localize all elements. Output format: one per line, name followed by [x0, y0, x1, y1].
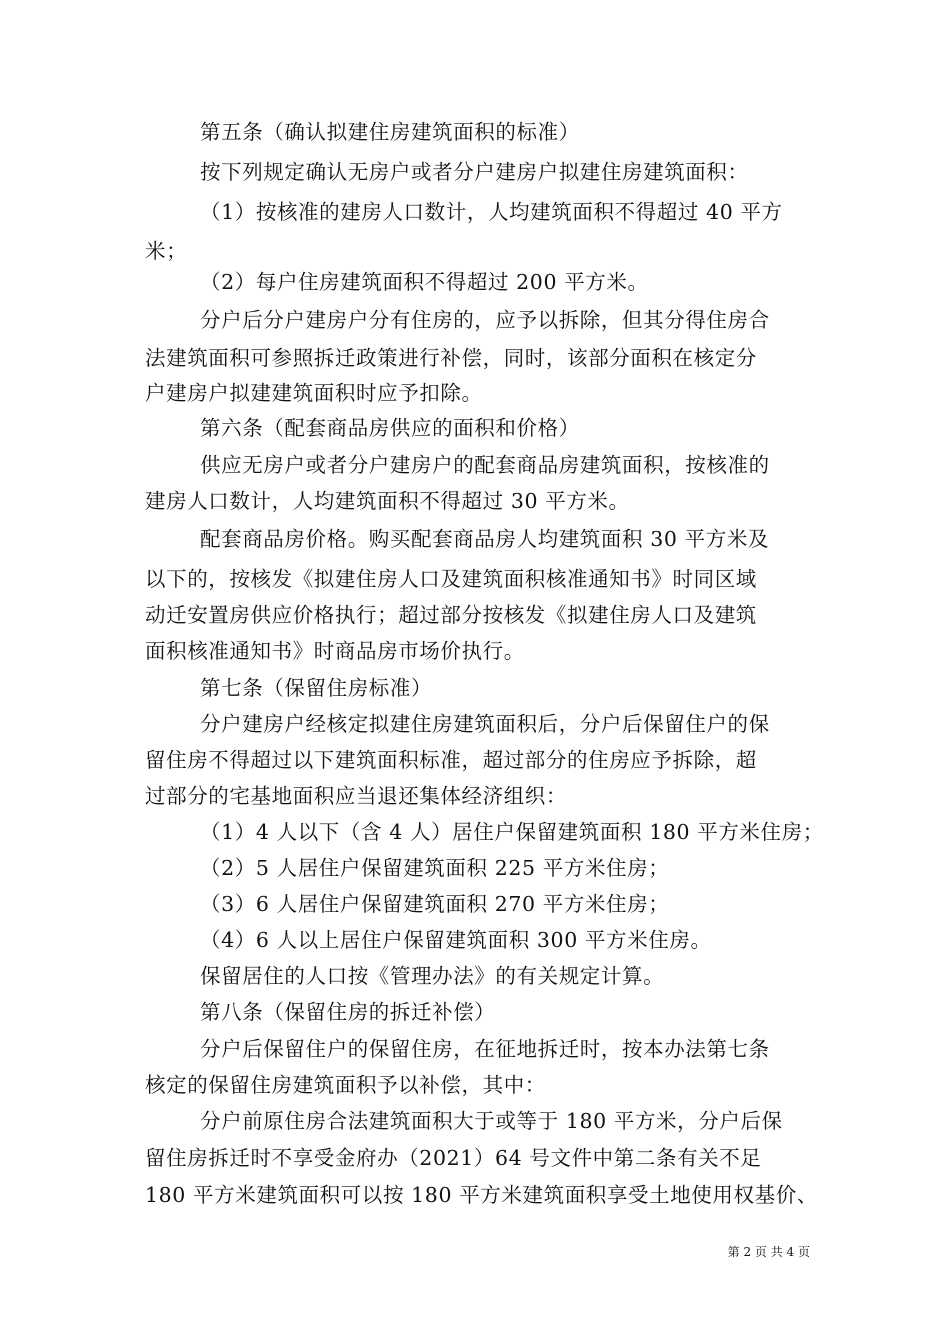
text-line: 动迁安置房供应价格执行；超过部分按核发《拟建住房人口及建筑 [145, 603, 757, 627]
text-line: 分户前原住房合法建筑面积大于或等于 180 平方米，分户后保 [200, 1109, 783, 1133]
text-line: （3）6 人居住户保留建筑面积 270 平方米住房； [200, 892, 670, 916]
text-line: （1）按核准的建房人口数计，人均建筑面积不得超过 40 平方 [200, 200, 783, 224]
text-line: （4）6 人以上居住户保留建筑面积 300 平方米住房。 [200, 928, 712, 952]
text-line: 米； [145, 239, 188, 263]
text-line: 法建筑面积可参照拆迁政策进行补偿，同时，该部分面积在核定分 [145, 346, 757, 370]
text-line: 保留居住的人口按《管理办法》的有关规定计算。 [200, 964, 665, 988]
text-line: 面积核准通知书》时商品房市场价执行。 [145, 639, 525, 663]
text-line: 过部分的宅基地面积应当退还集体经济组织： [145, 784, 567, 808]
text-line: （2）每户住房建筑面积不得超过 200 平方米。 [200, 270, 649, 294]
text-line: 按下列规定确认无房户或者分户建房户拟建住房建筑面积： [200, 160, 749, 184]
text-line: 户建房户拟建建筑面积时应予扣除。 [145, 381, 483, 405]
text-line: 分户建房户经核定拟建住房建筑面积后，分户后保留住户的保 [200, 712, 770, 736]
text-line: 留住房拆迁时不享受金府办（2021）64 号文件中第二条有关不足 [145, 1146, 762, 1170]
text-line: 第五条（确认拟建住房建筑面积的标准） [200, 120, 580, 144]
text-line: 第六条（配套商品房供应的面积和价格） [200, 416, 580, 440]
text-line: 分户后保留住户的保留住房，在征地拆迁时，按本办法第七条 [200, 1037, 770, 1061]
text-line: 核定的保留住房建筑面积予以补偿，其中： [145, 1073, 546, 1097]
text-line: 以下的，按核发《拟建住房人口及建筑面积核准通知书》时同区域 [145, 567, 757, 591]
text-line: 180 平方米建筑面积可以按 180 平方米建筑面积享受土地使用权基价、 [145, 1183, 818, 1207]
page-number: 第 2 页 共 4 页 [727, 1245, 810, 1259]
text-line: 建房人口数计，人均建筑面积不得超过 30 平方米。 [145, 489, 630, 513]
text-line: （1）4 人以下（含 4 人）居住户保留建筑面积 180 平方米住房； [200, 820, 824, 844]
text-line: 供应无房户或者分户建房户的配套商品房建筑面积，按核准的 [200, 453, 770, 477]
text-line: 分户后分户建房户分有住房的，应予以拆除，但其分得住房合 [200, 308, 770, 332]
text-line: 配套商品房价格。购买配套商品房人均建筑面积 30 平方米及 [200, 527, 770, 551]
text-line: 留住房不得超过以下建筑面积标准，超过部分的住房应予拆除，超 [145, 748, 757, 772]
text-line: （2）5 人居住户保留建筑面积 225 平方米住房； [200, 856, 670, 880]
text-line: 第七条（保留住房标准） [200, 676, 433, 700]
text-line: 第八条（保留住房的拆迁补偿） [200, 1000, 496, 1024]
